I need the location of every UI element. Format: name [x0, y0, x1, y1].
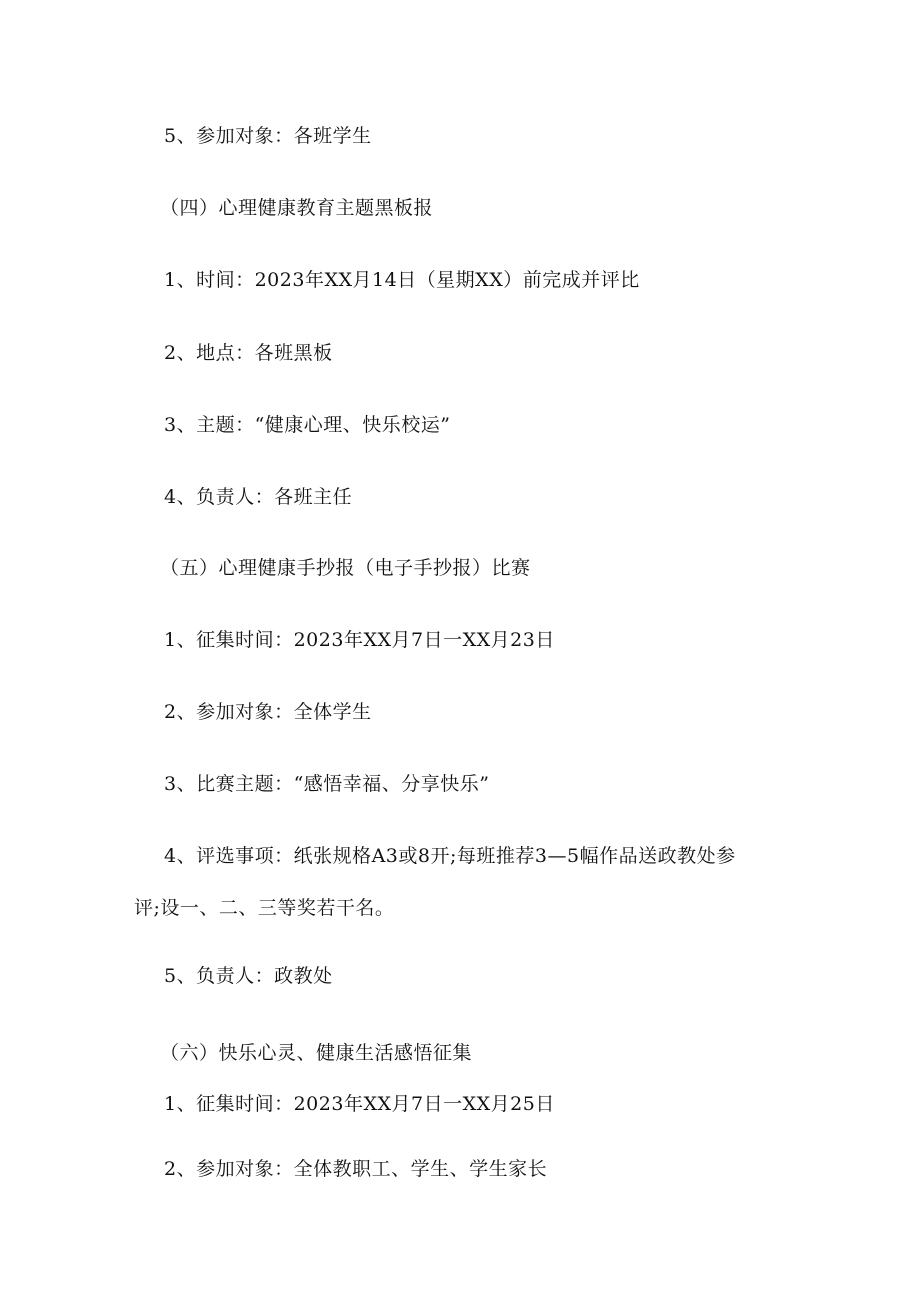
- item-location: 2、地点：各班黑板: [164, 342, 333, 364]
- item-collection-time-2: 1、征集时间：2023年XX月7日一XX月25日: [164, 1093, 555, 1115]
- section-heading-handwritten-paper: （五）心理健康手抄报（电子手抄报）比赛: [160, 557, 531, 579]
- item-participants-2: 2、参加对象：全体教职工、学生、学生家长: [164, 1158, 548, 1180]
- item-participants: 2、参加对象：全体学生: [164, 701, 372, 723]
- item-collection-time: 1、征集时间：2023年XX月7日一XX月23日: [164, 629, 555, 651]
- item-participants-students: 5、参加对象：各班学生: [164, 125, 372, 147]
- item-time: 1、时间：2023年XX月14日（星期XX）前完成并评比: [164, 269, 640, 291]
- item-contest-theme: 3、比赛主题：“感悟幸福、分享快乐”: [164, 773, 490, 795]
- item-responsible-office: 5、负责人：政教处: [164, 965, 333, 987]
- item-theme: 3、主题：“健康心理、快乐校运”: [164, 414, 451, 436]
- section-heading-blackboard: （四）心理健康教育主题黑板报: [160, 197, 434, 219]
- item-responsible: 4、负责人：各班主任: [164, 486, 353, 508]
- item-selection-rules-continued: 评;设一、二、三等奖若干名。: [134, 897, 395, 919]
- section-heading-reflection-collection: （六）快乐心灵、健康生活感悟征集: [160, 1042, 473, 1064]
- item-selection-rules: 4、评选事项：纸张规格A3或8开;每班推荐3—5幅作品送政教处参: [164, 845, 736, 867]
